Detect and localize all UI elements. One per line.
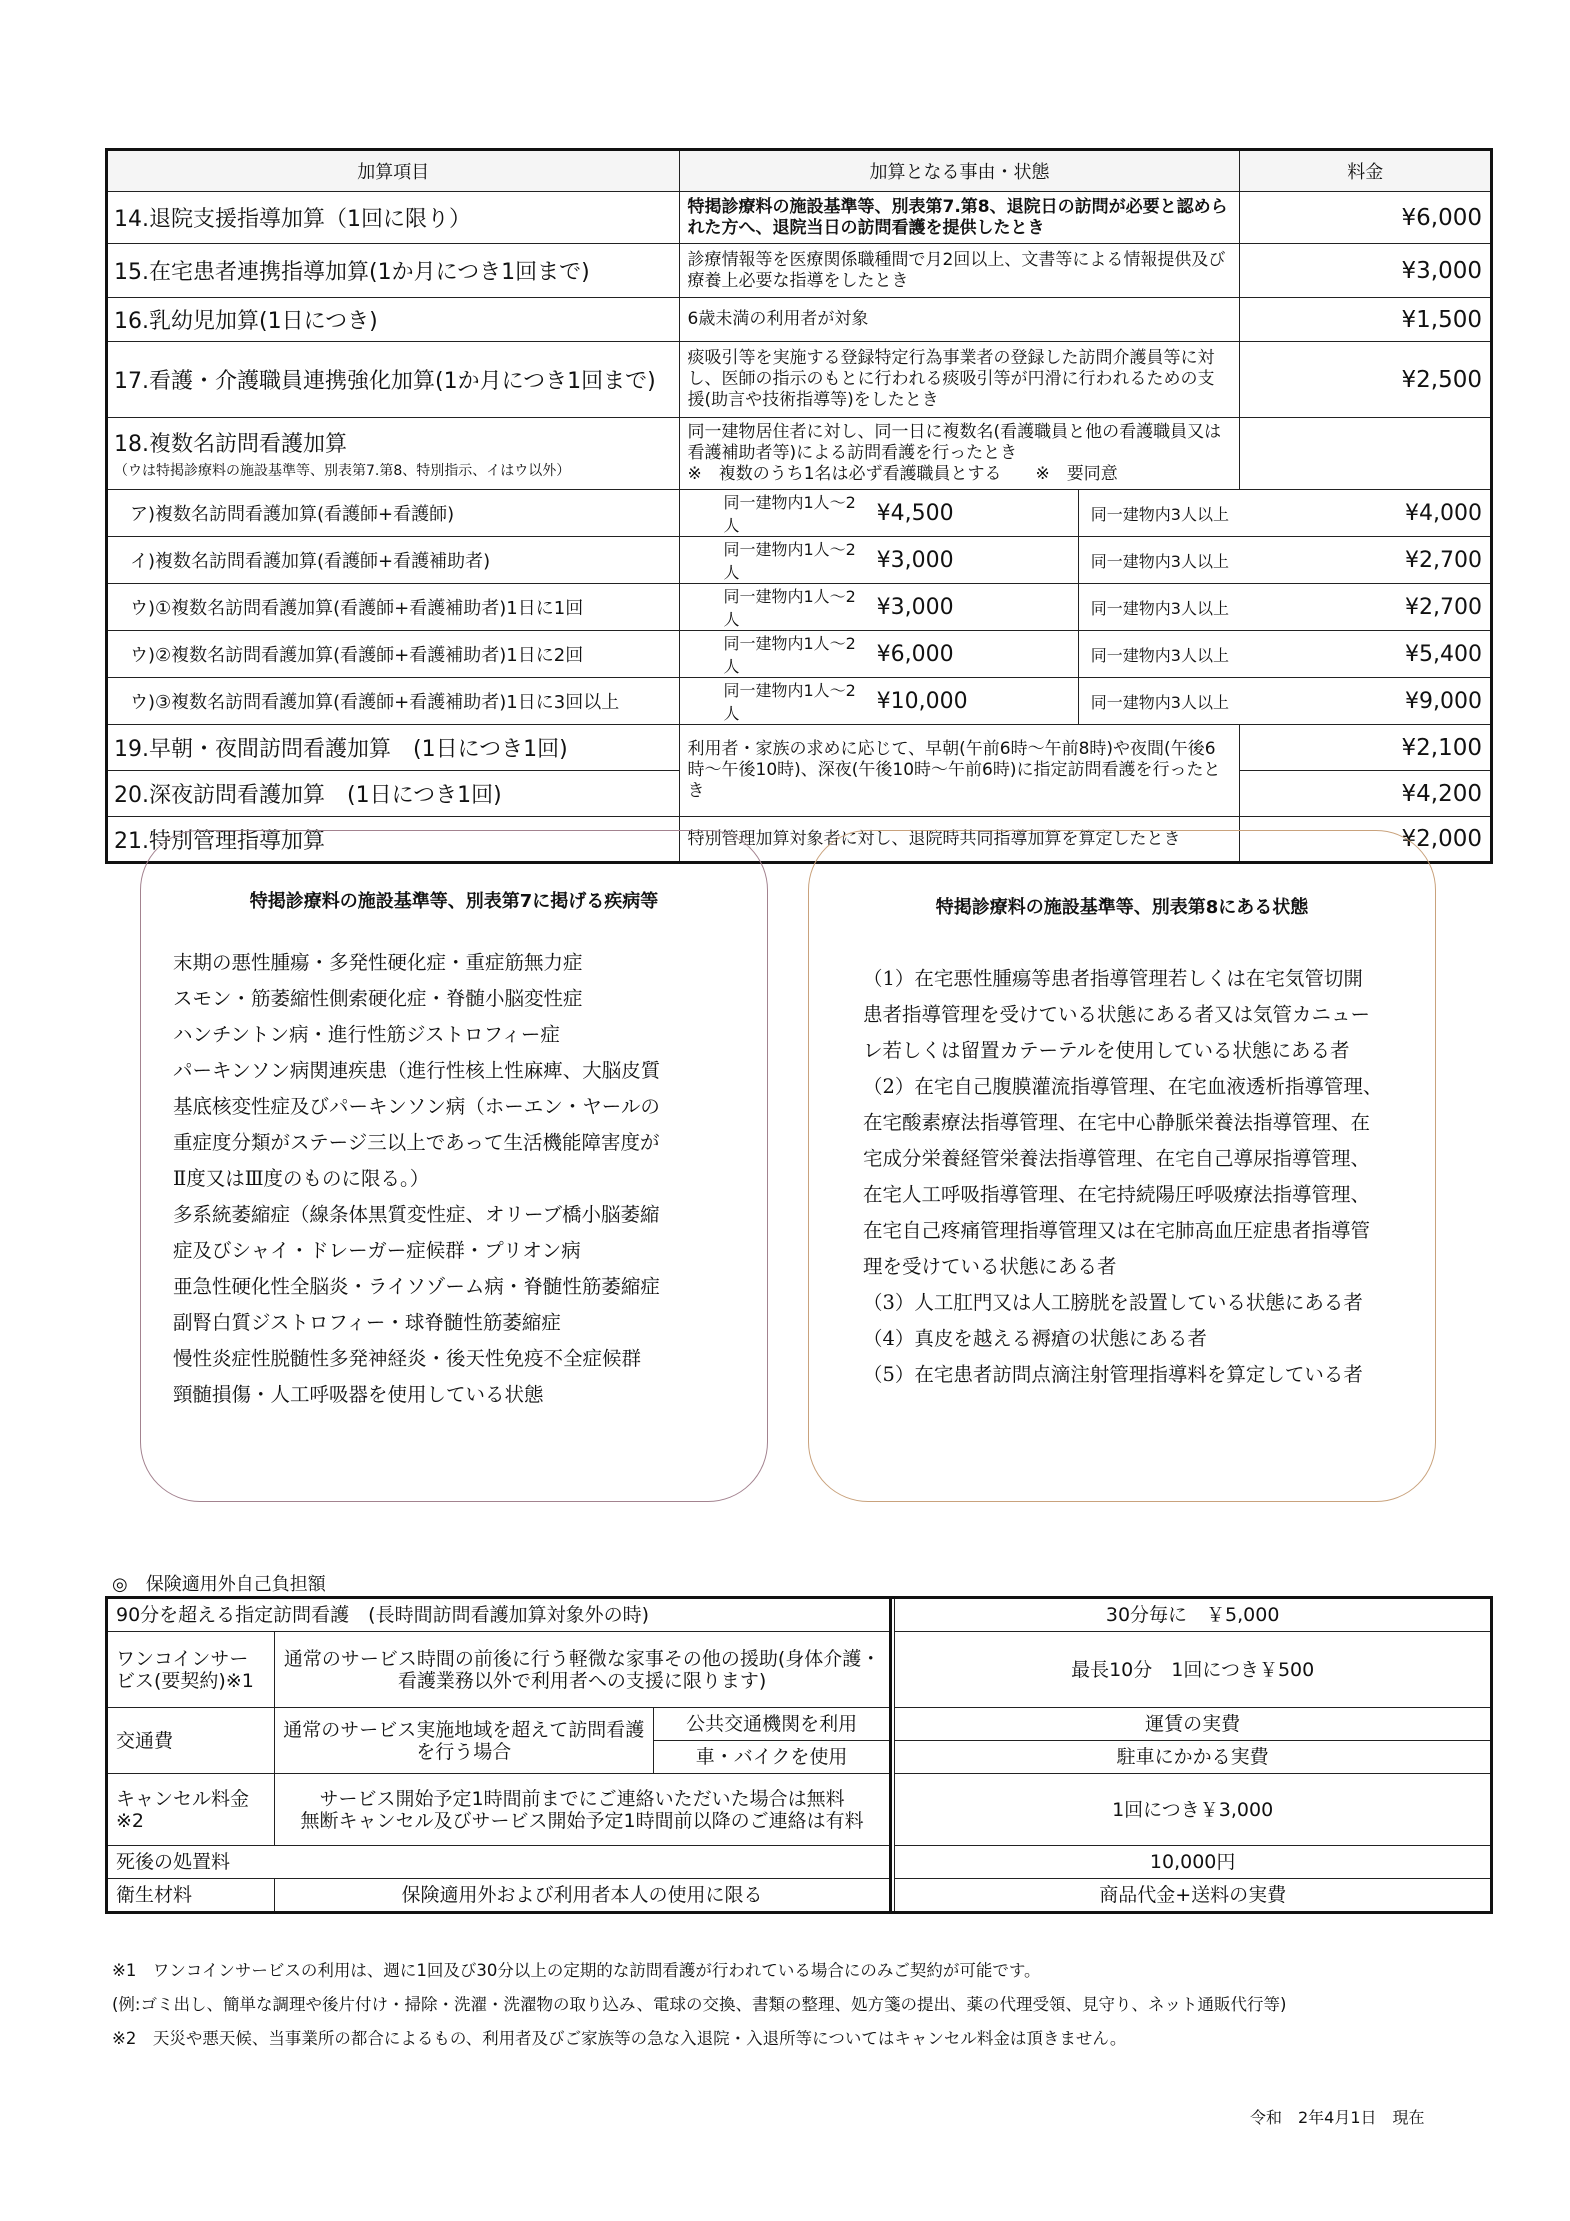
table-row-18: [107, 418, 1492, 490]
table-row: [107, 244, 1492, 298]
sub-row-name: ア)複数名訪問看護加算(看護師+看護師): [107, 490, 680, 537]
row-name: 14.退院支援指導加算（1回に限り）: [107, 192, 680, 244]
sub-row-cond2: 同一建物内3人以上: [1078, 631, 1240, 678]
footnote-1: ※1 ワンコインサービスの利用は、週に1回及び30分以上の定期的な訪問看護が行われている場合にのみご契約が可能です。: [112, 1961, 1041, 1980]
footnote-example: (例:ゴミ出し、簡単な調理や後片付け・掃除・洗濯・洗濯物の取り込み、電球の交換、書類の整理、処方箋の提出、薬の代理受領、見守り、ネット通販代行等): [112, 1995, 1287, 2014]
header-fee: 料金: [1240, 150, 1492, 192]
sub-row-name: ウ)②複数名訪問看護加算(看護師+看護補助者)1日に2回: [107, 631, 680, 678]
sub-row-price2: ¥2,700: [1240, 537, 1492, 584]
sub-row-cond1: 同一建物内1人～2人: [679, 678, 877, 725]
sub-row: [107, 631, 1492, 678]
sub-row-cond1: 同一建物内1人～2人: [679, 631, 877, 678]
condition-list: [839, 961, 1415, 1393]
row-fee: 10,000円: [895, 1846, 1492, 1879]
list-item: 副腎白質ジストロフィー・球脊髄性筋萎縮症: [173, 1311, 561, 1334]
sub-row-name: ウ)③複数名訪問看護加算(看護師+看護補助者)1日に3回以上: [107, 678, 680, 725]
list-item: 理を受けている状態にある者: [863, 1255, 1117, 1278]
list-item: 基底核変性症及びパーキンソン病（ホーエン・ヤールの: [173, 1095, 660, 1118]
sub-row-cond1: 同一建物内1人～2人: [679, 584, 877, 631]
sub-row-cond2: 同一建物内3人以上: [1078, 537, 1240, 584]
sub-row-cond2: 同一建物内3人以上: [1078, 584, 1240, 631]
row-label: 死後の処置料: [107, 1846, 891, 1879]
row-fee: [1240, 418, 1492, 490]
table-row: [107, 1598, 1492, 1632]
row-fee: ¥3,000: [1240, 244, 1492, 298]
row-fee: ¥6,000: [1240, 192, 1492, 244]
row-desc: [274, 1774, 891, 1846]
sub-row-name: イ)複数名訪問看護加算(看護師+看護補助者): [107, 537, 680, 584]
list-item: 末期の悪性腫瘍・多発性硬化症・重症筋無力症: [173, 951, 583, 974]
row-label: 衛生材料: [107, 1879, 275, 1913]
list-item: 在宅人工呼吸指導管理、在宅持続陽圧呼吸療法指導管理、: [863, 1183, 1371, 1206]
sub-row-price1: ¥10,000: [877, 678, 1079, 725]
table7-disease-box: [140, 830, 768, 1502]
table-row: [107, 1879, 1492, 1913]
box-title: 特掲診療料の施設基準等、別表第8にある状態: [935, 897, 1309, 918]
row-fee: ¥2,500: [1240, 342, 1492, 418]
row-label: キャンセル料金※2: [107, 1774, 275, 1846]
self-pay-table: [105, 1596, 1493, 1914]
row-fee: 駐車にかかる実費: [895, 1741, 1492, 1774]
table-row: [107, 298, 1492, 342]
sub-row-cond1: 同一建物内1人～2人: [679, 537, 877, 584]
list-item: パーキンソン病関連疾患（進行性核上性麻痺、大脳皮質: [173, 1059, 661, 1082]
sub-row-cond2: 同一建物内3人以上: [1078, 490, 1240, 537]
list-item: （1）在宅悪性腫瘍等患者指導管理若しくは在宅気管切開: [863, 967, 1363, 990]
row-fee: 最長10分 1回につき￥500: [895, 1632, 1492, 1708]
row-label: 90分を超える指定訪問看護 (長時間訪問看護加算対象外の時): [107, 1598, 891, 1632]
row-fee: ¥2,000: [1240, 817, 1492, 863]
list-item: 多系統萎縮症（線条体黒質変性症、オリーブ橋小脳萎縮: [173, 1203, 660, 1226]
list-item: ハンチントン病・進行性筋ジストロフィー症: [173, 1023, 560, 1046]
list-item: 患者指導管理を受けている状態にある者又は気管カニュー: [863, 1003, 1371, 1026]
row-name: [107, 418, 680, 490]
row-desc: 保険適用外および利用者本人の使用に限る: [274, 1879, 891, 1913]
list-item: 在宅自己疼痛管理指導管理又は在宅肺高血圧症患者指導管: [863, 1219, 1371, 1242]
row-label: ワンコインサービス(要契約)※1: [107, 1632, 275, 1708]
table8-condition-box: [808, 830, 1436, 1502]
row-reason: 利用者・家族の求めに応じて、早朝(午前6時～午前8時)や夜間(午後6時～午後10時)、深夜(午後10時～午前6時)に指定訪問看護を行ったとき: [679, 725, 1240, 817]
row-fee: 30分毎に ￥5,000: [895, 1598, 1492, 1632]
sub-row: [107, 584, 1492, 631]
list-item: 在宅酸素療法指導管理、在宅中心静脈栄養法指導管理、在: [863, 1111, 1371, 1134]
sub-row-name: ウ)①複数名訪問看護加算(看護師+看護補助者)1日に1回: [107, 584, 680, 631]
sub-row-price1: ¥4,500: [877, 490, 1079, 537]
row-fee: 商品代金+送料の実費: [895, 1879, 1492, 1913]
list-item: Ⅱ度又はⅢ度のものに限る。）: [173, 1167, 430, 1190]
sub-row-price2: ¥5,400: [1240, 631, 1492, 678]
row-option: 公共交通機関を利用: [653, 1708, 891, 1741]
row-18-note: （ウは特掲診療料の施設基準等、別表第7.第8、特別指示、イはウ以外）: [114, 463, 571, 479]
row-reason: 診療情報等を医療関係職種間で月2回以上、文書等による情報提供及び療養上必要な指導をしたとき: [679, 244, 1240, 298]
disease-list: [173, 945, 739, 1413]
list-item: 重症度分類がステージ三以上であって生活機能障害度が: [173, 1131, 660, 1154]
cancel-desc-1: サービス開始予定1時間前までにご連絡いただいた場合は無料: [319, 1787, 845, 1810]
sub-row: [107, 537, 1492, 584]
row-18-reason-1: 同一建物居住者に対し、同一日に複数名(看護職員と他の看護職員又は看護補助者等)による訪問看護を行ったとき: [687, 422, 1222, 463]
fee-addition-table: [105, 148, 1493, 864]
box-title: 特掲診療料の施設基準等、別表第7に掲げる疾病等: [249, 891, 659, 912]
row-name: 17.看護・介護職員連携強化加算(1か月につき1回まで): [107, 342, 680, 418]
effective-date: 令和 2年4月1日 現在: [1250, 2108, 1425, 2127]
sub-row-price2: ¥9,000: [1240, 678, 1492, 725]
header-item: 加算項目: [107, 150, 680, 192]
row-fee: ¥4,200: [1240, 771, 1492, 817]
sub-row: [107, 490, 1492, 537]
row-18-title: 18.複数名訪問看護加算: [114, 432, 347, 457]
row-option: 車・バイクを使用: [653, 1741, 891, 1774]
section-heading: ◎ 保険適用外自己負担額: [112, 1574, 326, 1595]
sub-row: [107, 678, 1492, 725]
row-reason: [679, 418, 1240, 490]
list-item: （2）在宅自己腹膜灌流指導管理、在宅血液透析指導管理、: [863, 1075, 1383, 1098]
sub-row-cond1: 同一建物内1人～2人: [679, 490, 877, 537]
sub-row-price2: ¥4,000: [1240, 490, 1492, 537]
table-header-row: [107, 150, 1492, 192]
list-item: （5）在宅患者訪問点滴注射管理指導料を算定している者: [863, 1363, 1363, 1386]
list-item: スモン・筋萎縮性側索硬化症・脊髄小脳変性症: [173, 987, 583, 1010]
footnote-2: ※2 天災や悪天候、当事業所の都合によるもの、利用者及びご家族等の急な入退院・入退所等についてはキャンセル料金は頂きません。: [112, 2029, 1127, 2048]
table-row: [107, 1846, 1492, 1879]
sub-row-cond2: 同一建物内3人以上: [1078, 678, 1240, 725]
row-fee: 1回につき￥3,000: [895, 1774, 1492, 1846]
list-item: 宅成分栄養経管栄養法指導管理、在宅自己導尿指導管理、: [863, 1147, 1371, 1170]
list-item: 症及びシャイ・ドレーガー症候群・プリオン病: [173, 1239, 581, 1262]
list-item: 亜急性硬化性全脳炎・ライソゾーム病・脊髄性筋萎縮症: [173, 1275, 660, 1298]
list-item: 頸髄損傷・人工呼吸器を使用している状態: [173, 1383, 544, 1406]
table-row: [107, 192, 1492, 244]
row-reason: 特掲診療料の施設基準等、別表第7.第8、退院日の訪問が必要と認められた方へ、退院当日の訪問看護を提供したとき: [679, 192, 1240, 244]
row-label: 交通費: [107, 1708, 275, 1774]
header-reason: 加算となる事由・状態: [679, 150, 1240, 192]
row-desc: 通常のサービス時間の前後に行う軽微な家事その他の援助(身体介護・看護業務以外で利用者への支援に限ります): [274, 1632, 891, 1708]
row-name: 21.特別管理指導加算: [107, 817, 680, 863]
row-name: 15.在宅患者連携指導加算(1か月につき1回まで): [107, 244, 680, 298]
row-reason: 痰吸引等を実施する登録特定行為事業者の登録した訪問介護員等に対し、医師の指示のもとに行われる痰吸引等が円滑に行われるための支援(助言や技術指導等)をしたとき: [679, 342, 1240, 418]
row-18-reason-2: ※ 複数のうち1名は必ず看護職員とする ※ 要同意: [687, 464, 1118, 484]
sub-row-price2: ¥2,700: [1240, 584, 1492, 631]
row-fee: 運賃の実費: [895, 1708, 1492, 1741]
table-row: [107, 1708, 1492, 1741]
row-reason: 6歳未満の利用者が対象: [679, 298, 1240, 342]
sub-row-price1: ¥6,000: [877, 631, 1079, 678]
row-name: 20.深夜訪問看護加算 (1日につき1回): [107, 771, 680, 817]
list-item: （3）人工肛門又は人工膀胱を設置している状態にある者: [863, 1291, 1363, 1314]
row-name: 19.早朝・夜間訪問看護加算 (1日につき1回): [107, 725, 680, 771]
table-row: [107, 1774, 1492, 1846]
table-row: [107, 1632, 1492, 1708]
row-desc: 通常のサービス実施地域を超えて訪問看護を行う場合: [274, 1708, 653, 1774]
cancel-desc-2: 無断キャンセル及びサービス開始予定1時間前以降のご連絡は有料: [300, 1809, 864, 1832]
sub-row-price1: ¥3,000: [877, 537, 1079, 584]
list-item: （4）真皮を越える褥瘡の状態にある者: [863, 1327, 1207, 1350]
table-row-19: [107, 725, 1492, 771]
table-row: [107, 342, 1492, 418]
row-reason: 特別管理加算対象者に対し、退院時共同指導加算を算定したとき: [679, 817, 1240, 863]
list-item: レ若しくは留置カテーテルを使用している状態にある者: [863, 1039, 1350, 1062]
row-fee: ¥2,100: [1240, 725, 1492, 771]
list-item: 慢性炎症性脱髄性多発神経炎・後天性免疫不全症候群: [173, 1347, 642, 1370]
row-name: 16.乳幼児加算(1日につき): [107, 298, 680, 342]
sub-row-price1: ¥3,000: [877, 584, 1079, 631]
row-fee: ¥1,500: [1240, 298, 1492, 342]
